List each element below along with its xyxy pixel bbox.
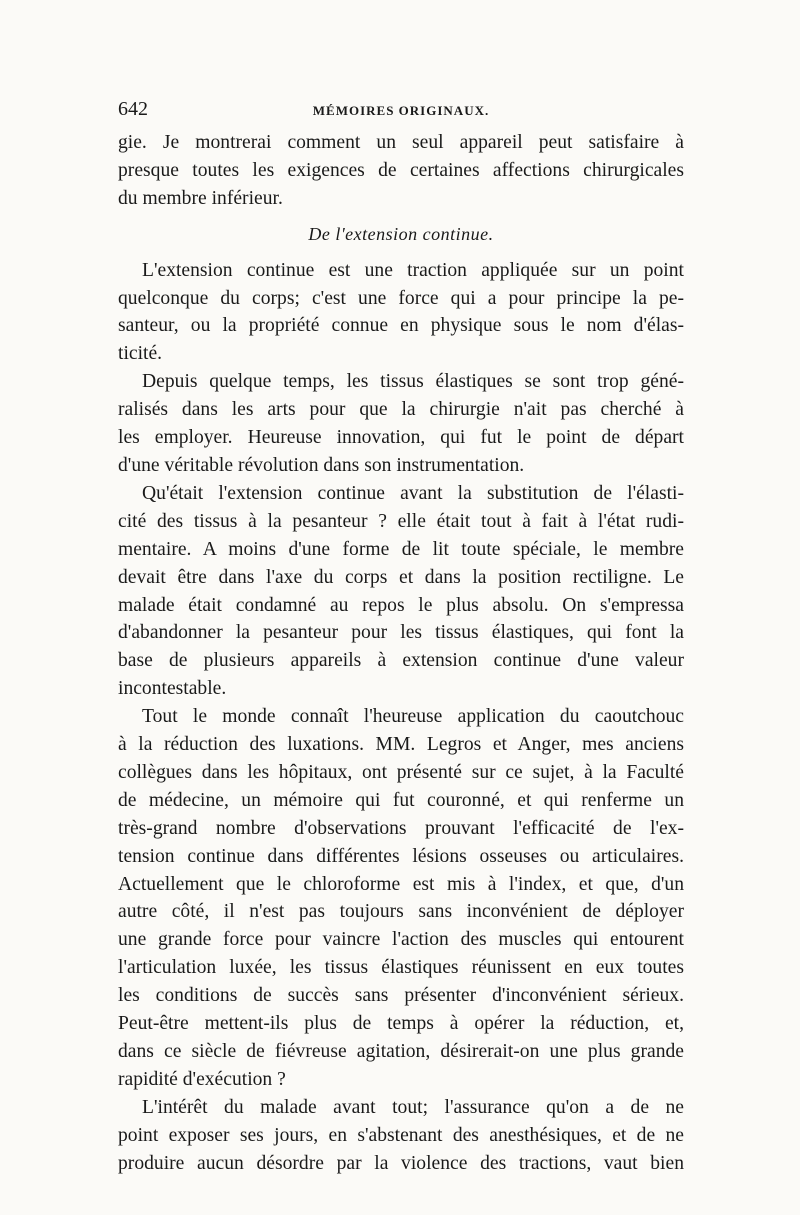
paragraph-1 — [118, 257, 684, 369]
paragraph-2 — [118, 368, 684, 480]
text-line: collègues dans les hôpitaux, ont présenté sur ce sujet, à la Faculté — [118, 761, 684, 783]
text-line: ticité. — [118, 343, 163, 365]
text-line: d'abandonner la pesanteur pour les tissus élastiques, qui font la — [118, 622, 684, 644]
text-line: de médecine, un mémoire qui fut couronné, et qui renferme un — [118, 789, 684, 811]
running-head — [118, 98, 684, 126]
text-line: point exposer ses jours, en s'abstenant des anesthésiques, et de ne — [118, 1124, 684, 1146]
text-line: dans ce siècle de fiévreuse agitation, désirerait-on une plus grande — [118, 1041, 684, 1062]
text-line: quelconque du corps; c'est une force qui a pour principe la pe- — [118, 287, 684, 309]
text-line: Peut-être mettent-ils plus de temps à opérer la réduction, et, — [118, 1013, 684, 1035]
text-line: cité des tissus à la pesanteur ? elle était tout à fait à l'état rudi- — [118, 510, 684, 532]
text-line: mentaire. A moins d'une forme de lit toute spéciale, le membre — [118, 538, 684, 560]
text-line: ralisés dans les arts pour que la chirurgie n'ait pas cherché à — [118, 399, 684, 421]
text-line: L'extension continue est une traction appliquée sur un point — [142, 259, 684, 281]
text-line: malade était condamné au repos le plus absolu. On s'empressa — [118, 594, 684, 616]
paragraph-3 — [118, 480, 684, 703]
text-line: santeur, ou la propriété connue en physique sous le nom d'élas- — [118, 315, 684, 337]
text-line: base de plusieurs appareils à extension continue d'une valeur — [118, 650, 684, 672]
text-line: tension continue dans différentes lésions osseuses ou articulaires. — [118, 845, 684, 867]
text-line: Qu'était l'extension continue avant la substitution de l'élasti- — [142, 482, 684, 504]
section-heading: De l'extension continue. — [308, 223, 494, 244]
paragraph-4 — [118, 703, 684, 1094]
text-line: Tout le monde connaît l'heureuse application du caoutchouc — [142, 706, 684, 728]
text-line: du membre inférieur. — [118, 187, 283, 209]
text-line: Actuellement que le chloroforme est mis à l'index, et que, d'un — [118, 873, 684, 895]
text-line: gie. Je montrerai comment un seul appareil peut satisfaire à — [118, 132, 684, 153]
paragraph-intro — [118, 129, 684, 213]
text-line: une grande force pour vaincre l'action des muscles qui entourent — [118, 929, 684, 951]
text-line: presque toutes les exigences de certaines affections chirurgicales — [118, 159, 684, 181]
text-line: d'une véritable révolution dans son instrumentation. — [118, 454, 525, 476]
text-line: très-grand nombre d'observations prouvant l'efficacité de l'ex- — [118, 817, 684, 839]
text-line: à la réduction des luxations. MM. Legros et Anger, mes anciens — [118, 734, 684, 756]
text-line: les employer. Heureuse innovation, qui fut le point de départ — [118, 427, 684, 449]
text-line: devait être dans l'axe du corps et dans la position rectiligne. Le — [118, 566, 684, 588]
page-number: 642 — [118, 98, 148, 120]
text-line: L'intérêt du malade avant tout; l'assurance qu'on a de ne — [142, 1096, 684, 1118]
body-text — [118, 129, 684, 1178]
text-line: l'articulation luxée, les tissus élastiques réunissent en eux toutes — [118, 957, 684, 979]
text-line: incontestable. — [118, 678, 227, 700]
text-line: les conditions de succès sans présenter d'inconvénient sérieux. — [118, 985, 684, 1007]
text-line: produire aucun désordre par la violence des tractions, vaut bien — [118, 1152, 684, 1174]
running-title: MÉMOIRES ORIGINAUX. — [312, 103, 490, 118]
text-line: autre côté, il n'est pas toujours sans inconvénient de déployer — [118, 901, 684, 923]
text-line: rapidité d'exécution ? — [118, 1068, 286, 1090]
paragraph-5 — [118, 1094, 684, 1178]
text-line: Depuis quelque temps, les tissus élastiques se sont trop géné- — [142, 371, 684, 393]
